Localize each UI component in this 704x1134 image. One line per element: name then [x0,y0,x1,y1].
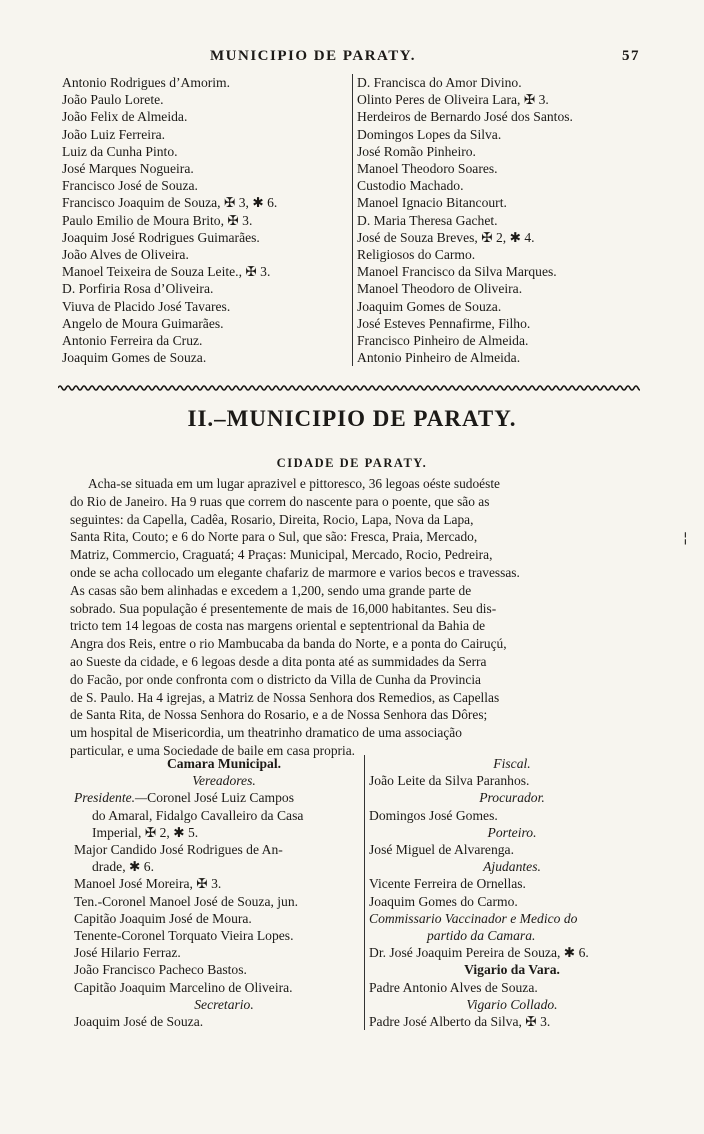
list-item: Imperial, ✠ 2, ✱ 5. [92,824,199,840]
list-item: José Esteves Pennafirme, Filho. [357,315,531,331]
collado-label: Vigario Collado. [466,996,558,1012]
list-item: Domingos José Gomes. [369,807,498,823]
description-line: do Facão, por onde confronta com o districto da Villa de Cunha da Provincia [70,671,481,687]
section-title: II.–MUNICIPIO DE PARATY. [187,406,517,431]
list-item: Joaquim Gomes de Souza. [62,350,207,366]
list-item: José Marques Nogueira. [62,161,194,177]
presidente-label: Presidente.— [74,790,148,806]
list-item: D. Maria Theresa Gachet. [357,212,498,228]
list-item: Manoel Francisco da Silva Marques. [357,264,557,280]
vereadores-label: Vereadores. [192,773,256,789]
vaccinador-label: Commissario Vaccinador e Medico do [369,910,578,926]
fiscal-label: Fiscal. [493,756,531,771]
list-item: Domingos Lopes da Silva. [357,126,502,142]
list-item: Manoel Ignacio Bitancourt. [357,195,507,211]
list-item: Capitão Joaquim Marcelino de Oliveira. [74,979,293,995]
list-item: João Felix de Almeida. [62,109,188,125]
list-item: Coronel José Luiz Campos [147,790,294,806]
list-item: José de Souza Breves, ✠ 2, ✱ 4. [357,229,535,245]
list-column-left [62,74,342,366]
list-item: D. Francisca do Amor Divino. [357,75,522,90]
description-line: seguintes: da Capella, Cadêa, Rosario, Direita, Rocio, Lapa, Nova da Lapa, [70,511,474,527]
list-item: José Miguel de Alvarenga. [369,842,514,858]
list-item: drade, ✱ 6. [92,859,154,875]
camara-right-column [364,755,655,1030]
wavy-rule [58,384,640,392]
description-line: de S. Paulo. Ha 4 igrejas, a Matriz de Nossa Senhora dos Remedios, as Capellas [70,689,500,705]
list-item: Joaquim Gomes de Souza. [357,298,502,314]
list-item: João Alves de Oliveira. [62,247,189,263]
list-item: Joaquim Gomes do Carmo. [369,893,518,909]
camara-left-column [74,755,374,1030]
list-item: Manoel Theodoro de Oliveira. [357,281,523,297]
list-item: Viuva de Placido José Tavares. [62,298,231,314]
porteiro-label: Porteiro. [487,824,537,840]
list-item: Custodio Machado. [357,178,464,194]
description-line: onde se acha collocado um elegante chafariz de marmore e varios becos e travessas. [70,564,520,580]
list-item: Francisco Joaquim de Souza, ✠ 3, ✱ 6. [62,195,278,211]
secretario-label: Secretario. [194,996,254,1012]
list-item: Francisco Pinheiro de Almeida. [357,333,529,349]
list-item: José Hilario Ferraz. [74,945,181,961]
vigario-label: Vigario da Vara. [464,962,560,978]
list-item: Religiosos do Carmo. [357,247,476,263]
vaccinador-label-cont: partido da Camara. [427,928,536,944]
list-item: Manoel Theodoro Soares. [357,161,498,177]
list-item: Paulo Emilio de Moura Brito, ✠ 3. [62,212,253,228]
list-item: Herdeiros de Bernardo José dos Santos. [357,109,573,125]
list-item: João Francisco Pacheco Bastos. [74,962,247,978]
camara-section [62,755,644,1045]
header-title: MUNICIPIO DE PARATY. [210,48,416,64]
list-item: Padre José Alberto da Silva, ✠ 3. [369,1014,551,1030]
list-item: Manoel José Moreira, ✠ 3. [74,876,222,892]
list-item: D. Porfiria Rosa d’Oliveira. [62,281,214,297]
list-item: João Leite da Silva Paranhos. [369,773,530,789]
list-item: Francisco José de Souza. [62,178,198,194]
list-item: Angelo de Moura Guimarães. [62,315,224,331]
description-line: do Rio de Janeiro. Ha 9 ruas que correm do nascente para o poente, que são as [70,493,490,509]
description-line: Angra dos Reis, entre o rio Mambucaba da banda do Norte, e a ponta do Cairuçú, [70,636,507,652]
description-line: As casas são bem alinhadas e excedem a 1,200, sendo uma grande parte de [70,582,472,598]
city-description [70,475,640,760]
description-line: sobrado. Sua população é presentemente de mais de 16,000 habitantes. Seu dis- [70,600,497,616]
list-column-right [352,74,649,366]
description-line: Santa Rita, Couto; e 6 do Norte para o Sul, que são: Fresca, Praia, Mercado, [70,529,478,545]
camara-heading: Camara Municipal. [166,756,282,771]
list-item: Antonio Rodrigues d’Amorim. [62,75,231,90]
list-item: Vicente Ferreira de Ornellas. [369,876,526,892]
wavy-divider [58,384,640,392]
list-item: Antonio Pinheiro de Almeida. [357,350,521,366]
list-item: Manoel Teixeira de Souza Leite., ✠ 3. [62,264,271,280]
description-line: tricto tem 14 legoas de costa nas margens oriental e septentrional da Bahia de [70,618,486,634]
list-item: do Amaral, Fidalgo Cavalleiro da Casa [92,807,304,823]
list-item: Olinto Peres de Oliveira Lara, ✠ 3. [357,92,549,108]
margin-mark: ¦ [683,530,688,546]
list-item: Joaquim José de Souza. [74,1014,204,1030]
list-item: Capitão Joaquim José de Moura. [74,910,252,926]
proprietors-list [62,74,642,374]
description-line: ao Sueste da cidade, e 6 legoas desde a dita ponta até as summidades da Serra [70,653,487,669]
page-number: 57 [622,48,640,64]
description-line: de Santa Rita, de Nossa Senhora do Rosario, e a de Nossa Senhora das Dôres; [70,707,488,723]
list-item: Padre Antonio Alves de Souza. [369,979,538,995]
list-item: Antonio Ferreira da Cruz. [62,333,203,349]
description-line: um hospital de Misericordia, um theatrinho dramatico de uma associação [70,725,462,741]
city-heading: CIDADE DE PARATY. [276,456,428,470]
procurador-label: Procurador. [479,790,545,806]
list-item: Dr. José Joaquim Pereira de Souza, ✱ 6. [369,945,589,961]
list-item: Luiz da Cunha Pinto. [62,143,178,159]
list-item: Joaquim José Rodrigues Guimarães. [62,229,260,245]
list-item: João Paulo Lorete. [62,92,164,108]
list-item: Major Candido José Rodrigues de An- [74,842,283,858]
list-item: Tenente-Coronel Torquato Vieira Lopes. [74,928,294,944]
description-line: Acha-se situada em um lugar aprazivel e pittoresco, 36 legoas oéste sudoéste [88,476,500,491]
list-item: Ten.-Coronel Manoel José de Souza, jun. [74,893,299,909]
list-item: José Romão Pinheiro. [357,143,476,159]
list-item: João Luiz Ferreira. [62,126,166,142]
description-line: particular, e uma Sociedade de baile em casa propria. [70,742,355,758]
description-line: Matriz, Commercio, Craguatá; 4 Praças: Municipal, Mercado, Rocio, Pedreira, [70,547,493,563]
ajudantes-label: Ajudantes. [483,859,541,875]
